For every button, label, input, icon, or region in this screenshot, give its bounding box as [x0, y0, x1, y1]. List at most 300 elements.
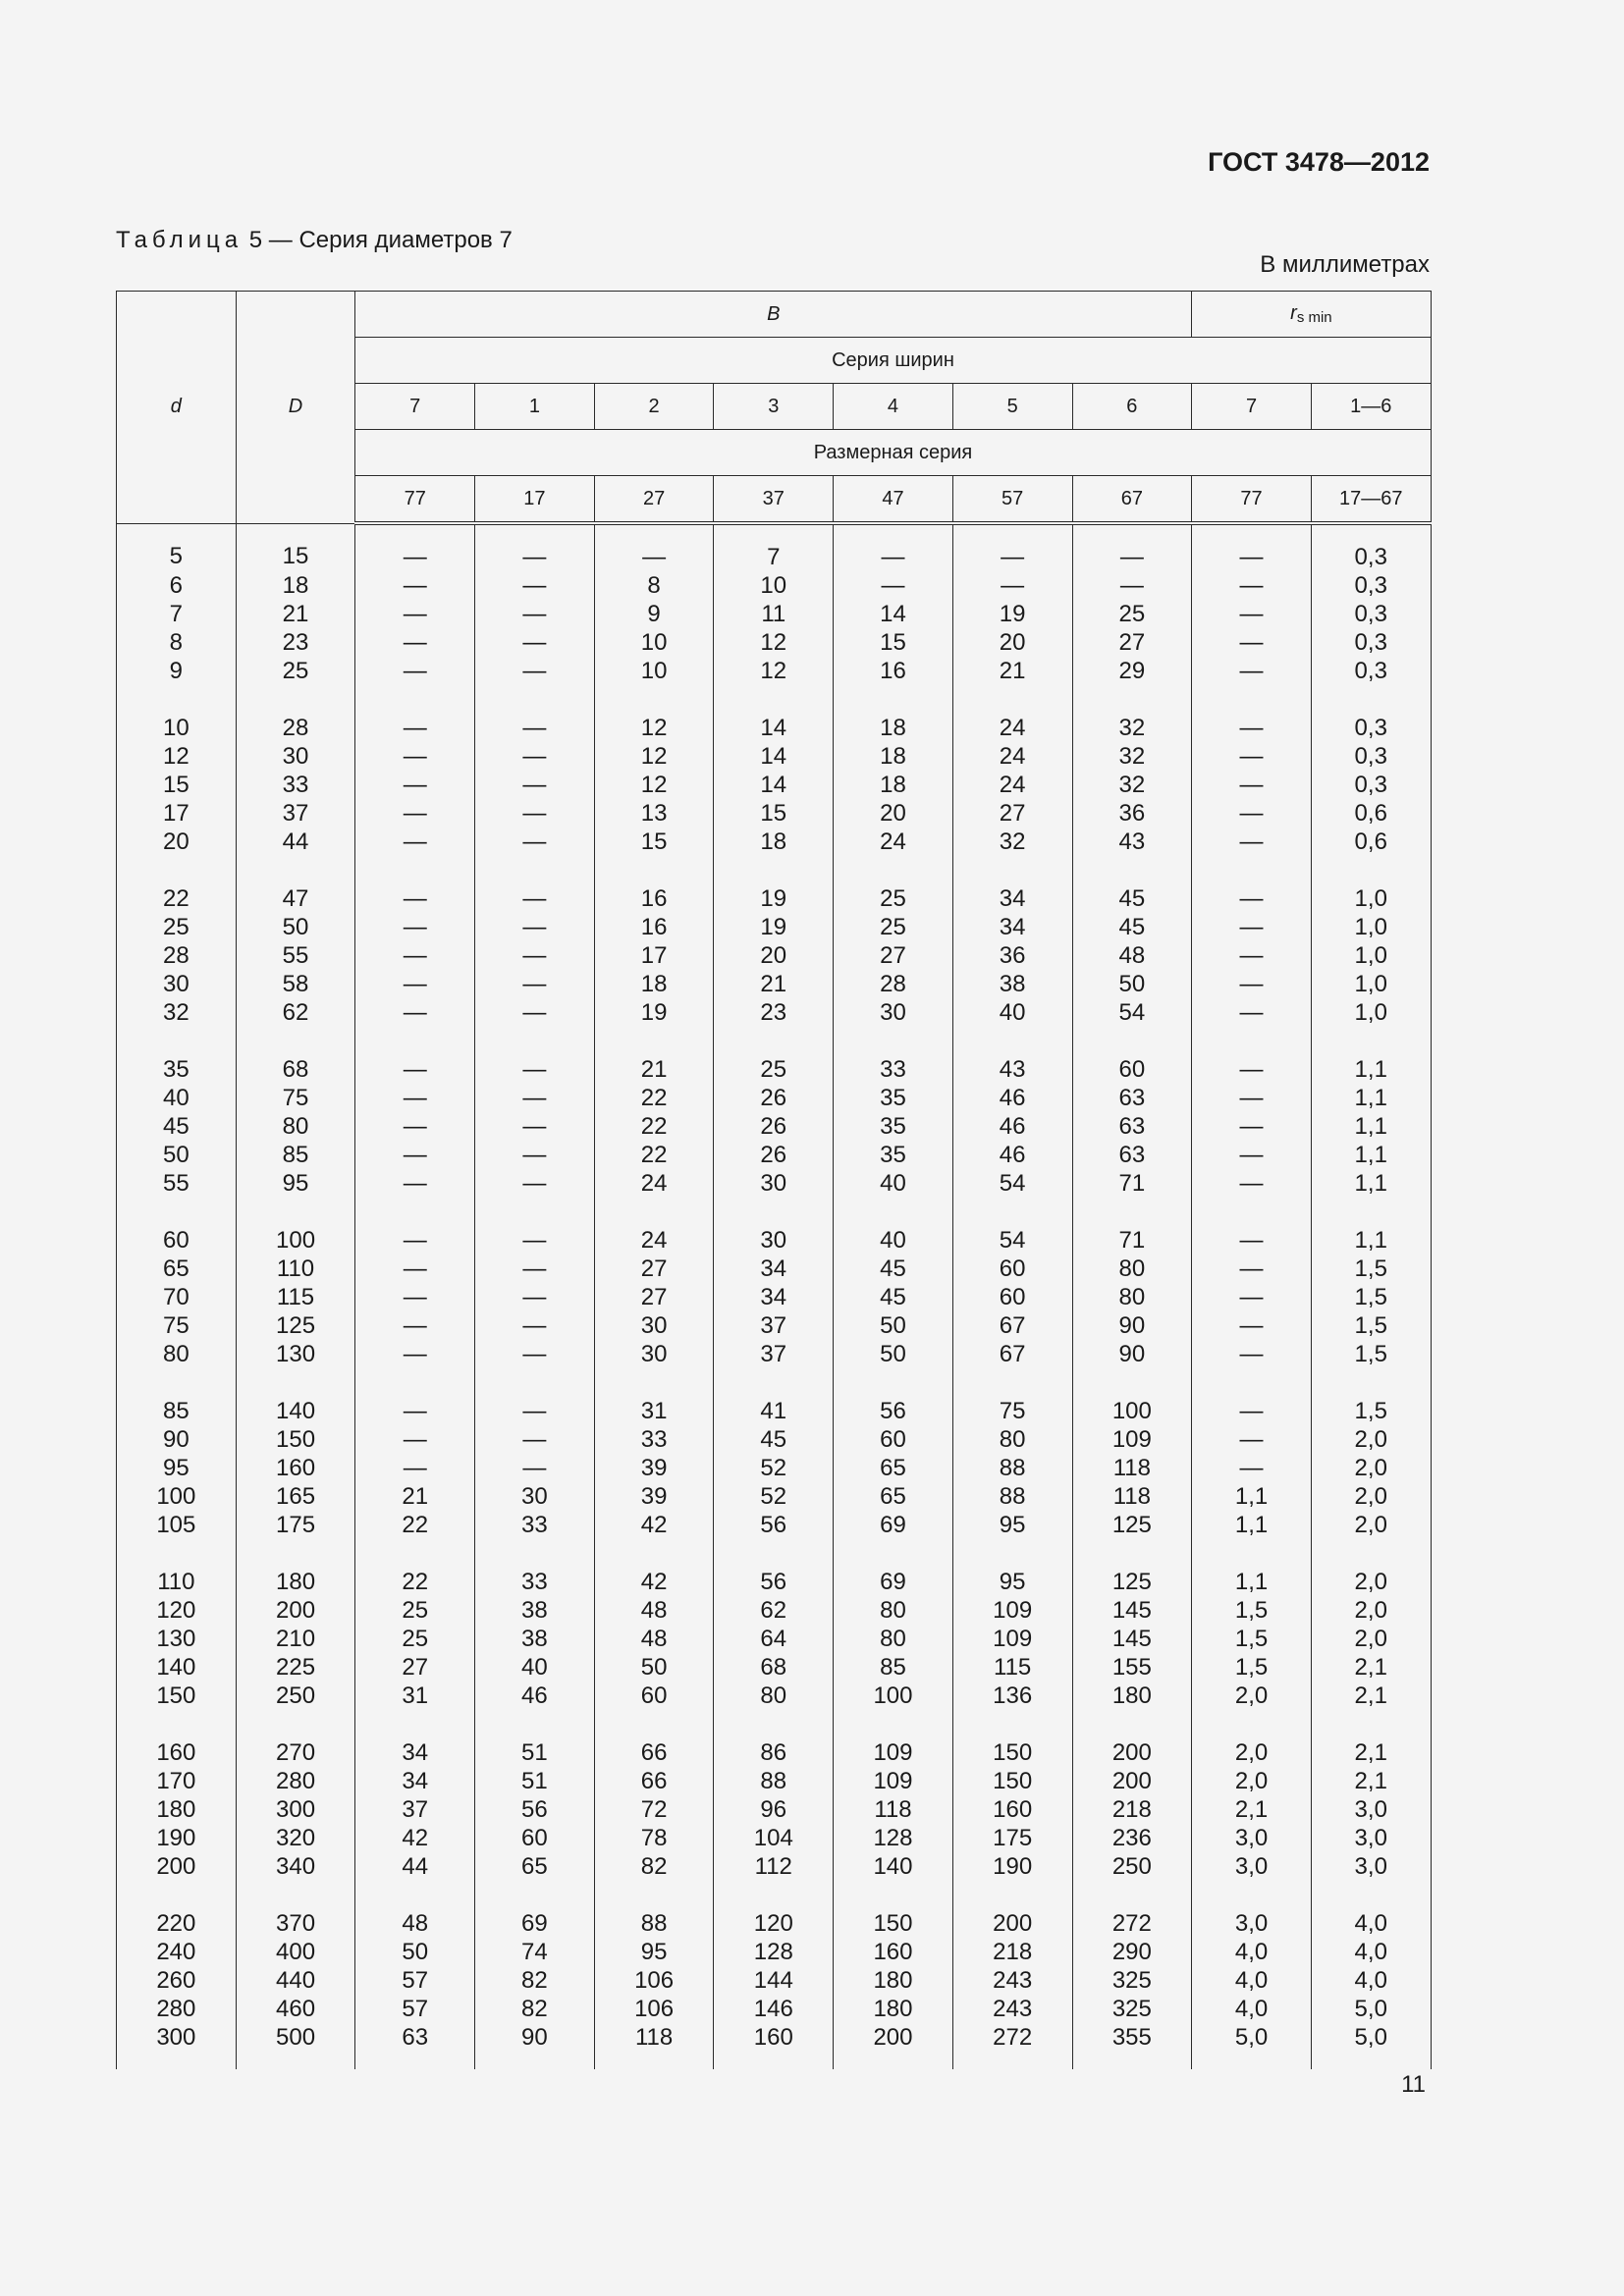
table-cell: 95	[594, 1938, 714, 1966]
table-cell: 24	[594, 1198, 714, 1255]
table-cell: 34	[355, 1767, 475, 1795]
table-cell: —	[355, 1340, 475, 1368]
table-cell: 80	[117, 1340, 237, 1368]
table-cell: 19	[594, 998, 714, 1027]
table-cell: 47	[236, 856, 355, 913]
table-cell: 0,3	[1311, 685, 1431, 742]
table-cell: 37	[236, 799, 355, 828]
table-cell: 34	[714, 1283, 834, 1311]
table-cell: 24	[952, 771, 1072, 799]
table-cell: 56	[714, 1539, 834, 1596]
table-cell: 42	[355, 1824, 475, 1852]
table-row	[117, 998, 1432, 1027]
table-cell: —	[1192, 1425, 1312, 1454]
table-cell: 25	[236, 657, 355, 685]
table-cell: 125	[1072, 1511, 1192, 1539]
diameter-series-table	[116, 291, 1432, 2069]
table-cell: 33	[834, 1027, 953, 1084]
table-cell: 355	[1072, 2023, 1192, 2069]
table-cell: 175	[952, 1824, 1072, 1852]
dimension-series-cell: 77	[355, 476, 475, 524]
table-cell: 80	[236, 1112, 355, 1141]
table-cell: —	[1192, 913, 1312, 941]
table-cell: 39	[594, 1454, 714, 1482]
header-d: d	[117, 292, 237, 524]
table-cell: 15	[834, 628, 953, 657]
table-cell: 150	[952, 1710, 1072, 1767]
table-cell: 23	[714, 998, 834, 1027]
rs-main: r	[1290, 302, 1297, 324]
table-row	[117, 1767, 1432, 1795]
table-cell: 160	[714, 2023, 834, 2069]
table-cell: 46	[952, 1084, 1072, 1112]
dimension-series-cell: 27	[594, 476, 714, 524]
table-cell: —	[1192, 1112, 1312, 1141]
table-cell: 30	[475, 1482, 595, 1511]
width-series-cell: 1	[475, 384, 595, 430]
table-cell: —	[355, 1454, 475, 1482]
table-cell: 57	[355, 1995, 475, 2023]
table-cell: —	[355, 1141, 475, 1169]
table-cell: —	[1072, 571, 1192, 600]
table-row	[117, 571, 1432, 600]
width-series-cell: 4	[834, 384, 953, 430]
table-row	[117, 970, 1432, 998]
table-cell: 200	[1072, 1767, 1192, 1795]
table-cell: —	[355, 1368, 475, 1425]
table-cell: 20	[834, 799, 953, 828]
table-cell: 12	[714, 657, 834, 685]
table-cell: 60	[594, 1682, 714, 1710]
table-cell: —	[355, 628, 475, 657]
table-cell: 85	[834, 1653, 953, 1682]
table-cell: 3,0	[1192, 1881, 1312, 1938]
table-cell: 65	[117, 1255, 237, 1283]
table-cell: 33	[594, 1425, 714, 1454]
table-cell: 60	[117, 1198, 237, 1255]
table-caption	[116, 227, 513, 254]
table-cell: 68	[236, 1027, 355, 1084]
table-cell: 180	[834, 1966, 953, 1995]
table-cell: 160	[117, 1710, 237, 1767]
table-cell: 2,1	[1311, 1767, 1431, 1795]
table-cell: 17	[117, 799, 237, 828]
table-cell: 41	[714, 1368, 834, 1425]
table-cell: 71	[1072, 1169, 1192, 1198]
table-cell: 280	[117, 1995, 237, 2023]
table-cell: 2,0	[1192, 1710, 1312, 1767]
table-cell: 125	[236, 1311, 355, 1340]
table-cell: 68	[714, 1653, 834, 1682]
table-cell: 56	[714, 1511, 834, 1539]
table-row	[117, 1482, 1432, 1511]
table-cell: 62	[236, 998, 355, 1027]
table-cell: 150	[834, 1881, 953, 1938]
table-row	[117, 1682, 1432, 1710]
standard-code: ГОСТ 3478—2012	[1208, 147, 1430, 177]
table-cell: 43	[1072, 828, 1192, 856]
table-cell: 250	[1072, 1852, 1192, 1881]
table-row	[117, 1198, 1432, 1255]
table-cell: 220	[117, 1881, 237, 1938]
table-cell: 140	[236, 1368, 355, 1425]
table-cell: —	[1192, 1283, 1312, 1311]
table-cell: 130	[236, 1340, 355, 1368]
table-cell: 37	[355, 1795, 475, 1824]
table-cell: 4,0	[1192, 1966, 1312, 1995]
table-cell: 6	[117, 571, 237, 600]
table-cell: —	[834, 523, 953, 571]
table-row	[117, 523, 1432, 571]
table-cell: —	[475, 970, 595, 998]
table-cell: 11	[714, 600, 834, 628]
table-cell: 33	[236, 771, 355, 799]
table-cell: 100	[834, 1682, 953, 1710]
table-cell: —	[475, 1311, 595, 1340]
table-cell: —	[1192, 600, 1312, 628]
table-cell: 95	[952, 1539, 1072, 1596]
table-cell: 50	[834, 1311, 953, 1340]
table-cell: 2,0	[1311, 1482, 1431, 1511]
table-cell: 15	[236, 523, 355, 571]
table-cell: 210	[236, 1625, 355, 1653]
table-row	[117, 941, 1432, 970]
table-cell: 140	[117, 1653, 237, 1682]
table-row	[117, 799, 1432, 828]
table-row	[117, 1255, 1432, 1283]
dimension-series-cell: 67	[1072, 476, 1192, 524]
table-cell: —	[355, 1255, 475, 1283]
table-cell: 72	[594, 1795, 714, 1824]
table-cell: 272	[1072, 1881, 1192, 1938]
table-cell: 21	[236, 600, 355, 628]
table-cell: —	[475, 856, 595, 913]
table-cell: 80	[834, 1596, 953, 1625]
table-cell: 28	[834, 970, 953, 998]
table-cell: 52	[714, 1482, 834, 1511]
table-row	[117, 1454, 1432, 1482]
table-cell: 18	[594, 970, 714, 998]
table-cell: 88	[952, 1482, 1072, 1511]
table-cell: 78	[594, 1824, 714, 1852]
table-cell: —	[355, 600, 475, 628]
table-cell: 12	[594, 685, 714, 742]
table-cell: —	[355, 1198, 475, 1255]
table-cell: 35	[834, 1112, 953, 1141]
table-cell: —	[355, 970, 475, 998]
table-cell: 280	[236, 1767, 355, 1795]
table-cell: —	[1192, 1454, 1312, 1482]
table-cell: 22	[594, 1141, 714, 1169]
table-cell: 22	[355, 1539, 475, 1596]
table-cell: 54	[952, 1198, 1072, 1255]
table-cell: 51	[475, 1767, 595, 1795]
table-cell: 64	[714, 1625, 834, 1653]
table-cell: 80	[714, 1682, 834, 1710]
table-cell: 0,3	[1311, 628, 1431, 657]
table-row	[117, 856, 1432, 913]
table-cell: 19	[714, 913, 834, 941]
table-cell: 45	[1072, 856, 1192, 913]
table-cell: 48	[594, 1625, 714, 1653]
table-cell: 32	[1072, 742, 1192, 771]
table-cell: 50	[355, 1938, 475, 1966]
table-cell: 7	[714, 523, 834, 571]
table-cell: —	[475, 913, 595, 941]
table-cell: 225	[236, 1653, 355, 1682]
table-cell: 1,1	[1311, 1169, 1431, 1198]
table-cell: 8	[117, 628, 237, 657]
table-cell: 45	[834, 1255, 953, 1283]
table-cell: 28	[117, 941, 237, 970]
table-row	[117, 1824, 1432, 1852]
table-cell: 4,0	[1192, 1938, 1312, 1966]
table-cell: 95	[236, 1169, 355, 1198]
table-cell: 10	[117, 685, 237, 742]
table-cell: 200	[1072, 1710, 1192, 1767]
table-cell: 54	[952, 1169, 1072, 1198]
table-cell: —	[355, 685, 475, 742]
table-cell: —	[1192, 1340, 1312, 1368]
table-cell: 27	[1072, 628, 1192, 657]
table-cell: —	[1192, 1027, 1312, 1084]
table-cell: —	[1192, 1141, 1312, 1169]
table-cell: —	[475, 1027, 595, 1084]
table-cell: —	[834, 571, 953, 600]
table-cell: 290	[1072, 1938, 1192, 1966]
table-cell: 20	[714, 941, 834, 970]
table-cell: —	[475, 1368, 595, 1425]
table-row	[117, 1938, 1432, 1966]
table-cell: 37	[714, 1311, 834, 1340]
table-cell: 1,5	[1311, 1340, 1431, 1368]
table-cell: —	[1192, 742, 1312, 771]
table-cell: 218	[1072, 1795, 1192, 1824]
table-cell: 90	[117, 1425, 237, 1454]
table-cell: 3,0	[1311, 1795, 1431, 1824]
table-cell: 2,0	[1192, 1682, 1312, 1710]
table-cell: 144	[714, 1966, 834, 1995]
table-cell: 34	[355, 1710, 475, 1767]
table-cell: 340	[236, 1852, 355, 1881]
table-cell: —	[355, 1169, 475, 1198]
header-B: B	[355, 292, 1192, 338]
table-cell: 160	[952, 1795, 1072, 1824]
table-cell: 1,0	[1311, 941, 1431, 970]
table-cell: 1,0	[1311, 970, 1431, 998]
table-cell: 175	[236, 1511, 355, 1539]
table-cell: 19	[952, 600, 1072, 628]
table-cell: 25	[355, 1596, 475, 1625]
table-cell: 115	[952, 1653, 1072, 1682]
table-cell: 150	[952, 1767, 1072, 1795]
table-cell: 14	[714, 771, 834, 799]
table-cell: 16	[834, 657, 953, 685]
table-cell: 20	[952, 628, 1072, 657]
table-cell: 100	[117, 1482, 237, 1511]
table-cell: 40	[117, 1084, 237, 1112]
table-cell: —	[1192, 856, 1312, 913]
table-cell: 2,1	[1311, 1682, 1431, 1710]
table-cell: 30	[834, 998, 953, 1027]
table-cell: 24	[952, 742, 1072, 771]
table-cell: 25	[834, 856, 953, 913]
table-cell: 0,3	[1311, 571, 1431, 600]
table-cell: 25	[834, 913, 953, 941]
table-cell: 32	[1072, 771, 1192, 799]
table-cell: 300	[117, 2023, 237, 2069]
table-cell: 36	[1072, 799, 1192, 828]
table-cell: 15	[594, 828, 714, 856]
table-cell: 5,0	[1311, 2023, 1431, 2069]
table-cell: 106	[594, 1966, 714, 1995]
table-cell: 26	[714, 1141, 834, 1169]
table-row	[117, 1653, 1432, 1682]
table-cell: 1,5	[1192, 1653, 1312, 1682]
table-cell: 60	[475, 1824, 595, 1852]
table-cell: 50	[1072, 970, 1192, 998]
table-cell: —	[1192, 657, 1312, 685]
table-cell: 96	[714, 1795, 834, 1824]
width-series-cell: 1—6	[1311, 384, 1431, 430]
table-row	[117, 1425, 1432, 1454]
table-cell: —	[1192, 1368, 1312, 1425]
table-cell: 27	[594, 1283, 714, 1311]
table-cell: 90	[475, 2023, 595, 2069]
table-cell: 325	[1072, 1995, 1192, 2023]
table-cell: 18	[236, 571, 355, 600]
table-cell: 66	[594, 1767, 714, 1795]
table-cell: —	[355, 913, 475, 941]
table-cell: 21	[355, 1482, 475, 1511]
table-cell: 38	[952, 970, 1072, 998]
table-cell: —	[355, 771, 475, 799]
table-cell: 30	[236, 742, 355, 771]
table-cell: 1,5	[1311, 1368, 1431, 1425]
table-cell: 71	[1072, 1198, 1192, 1255]
table-cell: 4,0	[1311, 1881, 1431, 1938]
table-cell: 106	[594, 1995, 714, 2023]
table-cell: 9	[594, 600, 714, 628]
table-cell: 45	[834, 1283, 953, 1311]
table-cell: 30	[117, 970, 237, 998]
table-row	[117, 657, 1432, 685]
table-cell: 1,1	[1192, 1482, 1312, 1511]
table-cell: —	[952, 523, 1072, 571]
table-cell: —	[475, 600, 595, 628]
table-cell: 82	[594, 1852, 714, 1881]
table-cell: 0,3	[1311, 771, 1431, 799]
table-cell: 1,5	[1311, 1283, 1431, 1311]
table-cell: 272	[952, 2023, 1072, 2069]
table-cell: 74	[475, 1938, 595, 1966]
table-cell: 145	[1072, 1596, 1192, 1625]
table-cell: 70	[117, 1283, 237, 1311]
table-cell: 0,3	[1311, 742, 1431, 771]
table-row	[117, 2023, 1432, 2069]
table-cell: 63	[1072, 1084, 1192, 1112]
table-cell: 1,1	[1311, 1027, 1431, 1084]
table-cell: 33	[475, 1539, 595, 1596]
units-note: В миллиметрах	[1260, 251, 1430, 278]
table-cell: —	[355, 1283, 475, 1311]
table-cell: 56	[475, 1795, 595, 1824]
table-cell: 120	[714, 1881, 834, 1938]
table-cell: 115	[236, 1283, 355, 1311]
table-cell: 37	[714, 1340, 834, 1368]
table-cell: —	[355, 941, 475, 970]
table-cell: 22	[355, 1511, 475, 1539]
table-row	[117, 1625, 1432, 1653]
table-cell: 85	[117, 1368, 237, 1425]
table-cell: 2,0	[1192, 1767, 1312, 1795]
table-cell: —	[475, 1425, 595, 1454]
table-cell: 45	[1072, 913, 1192, 941]
table-cell: 75	[117, 1311, 237, 1340]
table-cell: 25	[714, 1027, 834, 1084]
width-series-cell: 2	[594, 384, 714, 430]
width-series-cell: 6	[1072, 384, 1192, 430]
table-cell: 95	[117, 1454, 237, 1482]
table-cell: 0,6	[1311, 799, 1431, 828]
table-cell: 14	[834, 600, 953, 628]
table-cell: —	[475, 1340, 595, 1368]
table-cell: —	[1192, 523, 1312, 571]
table-cell: 40	[952, 998, 1072, 1027]
table-cell: 2,1	[1311, 1710, 1431, 1767]
dimension-series-cell: 17—67	[1311, 476, 1431, 524]
table-cell: —	[594, 523, 714, 571]
table-cell: —	[355, 1027, 475, 1084]
table-cell: 200	[834, 2023, 953, 2069]
table-cell: 67	[952, 1311, 1072, 1340]
table-cell: 1,1	[1192, 1511, 1312, 1539]
table-cell: 118	[1072, 1454, 1192, 1482]
table-cell: 7	[117, 600, 237, 628]
table-cell: —	[475, 1255, 595, 1283]
table-cell: 50	[117, 1141, 237, 1169]
table-row	[117, 1311, 1432, 1340]
table-cell: 2,0	[1311, 1625, 1431, 1653]
table-cell: —	[475, 1198, 595, 1255]
table-cell: 170	[117, 1767, 237, 1795]
table-cell: —	[475, 1283, 595, 1311]
table-cell: 130	[117, 1625, 237, 1653]
table-cell: 42	[594, 1511, 714, 1539]
table-cell: 27	[594, 1255, 714, 1283]
table-row	[117, 628, 1432, 657]
table-cell: 1,5	[1311, 1311, 1431, 1340]
table-cell: 3,0	[1192, 1824, 1312, 1852]
table-cell: 65	[834, 1454, 953, 1482]
table-cell: 146	[714, 1995, 834, 2023]
table-cell: 160	[834, 1938, 953, 1966]
table-cell: 118	[834, 1795, 953, 1824]
table-cell: 125	[1072, 1539, 1192, 1596]
table-cell: 42	[594, 1539, 714, 1596]
table-row	[117, 1141, 1432, 1169]
table-cell: —	[475, 828, 595, 856]
table-cell: 21	[714, 970, 834, 998]
table-cell: —	[355, 856, 475, 913]
table-cell: 88	[594, 1881, 714, 1938]
table-cell: 165	[236, 1482, 355, 1511]
table-cell: 21	[952, 657, 1072, 685]
table-cell: 44	[355, 1852, 475, 1881]
table-cell: 112	[714, 1852, 834, 1881]
table-cell: 14	[714, 685, 834, 742]
table-cell: 2,1	[1192, 1795, 1312, 1824]
